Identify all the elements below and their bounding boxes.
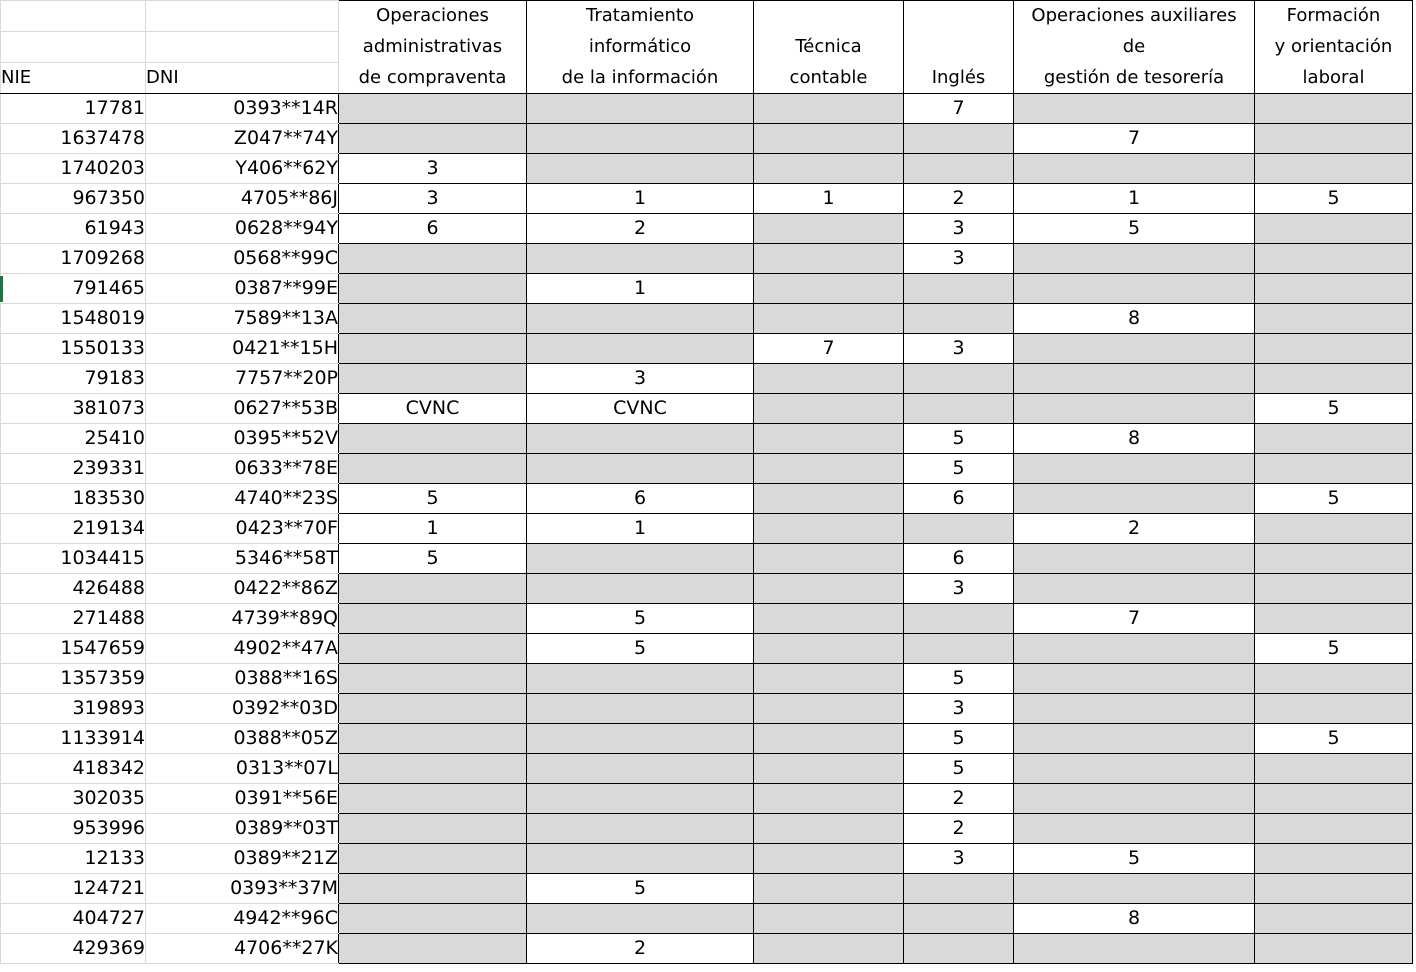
grade-cell-subject-5[interactable] <box>1014 364 1255 394</box>
grade-cell-subject-4[interactable] <box>904 274 1014 304</box>
grade-cell-subject-6[interactable] <box>1255 784 1413 814</box>
dni-cell[interactable]: 0388**16S <box>146 664 339 694</box>
grade-cell-subject-1[interactable] <box>339 694 527 724</box>
header-subject-5-line-1[interactable]: Operaciones auxiliares <box>1014 1 1255 32</box>
grade-cell-subject-6[interactable] <box>1255 304 1413 334</box>
grade-cell-subject-3[interactable] <box>754 634 904 664</box>
grade-cell-subject-4[interactable] <box>904 154 1014 184</box>
nie-cell[interactable]: 1034415 <box>1 544 146 574</box>
grade-cell-subject-2[interactable]: 2 <box>527 934 754 964</box>
grade-cell-subject-5[interactable]: 8 <box>1014 424 1255 454</box>
header-subject-6-line-2[interactable]: y orientación <box>1255 32 1413 63</box>
dni-cell[interactable]: 0422**86Z <box>146 574 339 604</box>
grade-cell-subject-5[interactable] <box>1014 664 1255 694</box>
nie-cell[interactable]: 302035 <box>1 784 146 814</box>
nie-cell[interactable]: 124721 <box>1 874 146 904</box>
grade-cell-subject-5[interactable] <box>1014 934 1255 964</box>
grade-cell-subject-6[interactable] <box>1255 424 1413 454</box>
grade-cell-subject-2[interactable] <box>527 904 754 934</box>
grade-cell-subject-3[interactable] <box>754 784 904 814</box>
header-subject-6-line-3[interactable]: laboral <box>1255 63 1413 94</box>
grade-cell-subject-3[interactable] <box>754 244 904 274</box>
grade-cell-subject-5[interactable]: 8 <box>1014 304 1255 334</box>
grade-cell-subject-5[interactable] <box>1014 574 1255 604</box>
table-row <box>1 454 1413 484</box>
grade-cell-subject-3[interactable] <box>754 604 904 634</box>
grade-cell-subject-6[interactable]: 5 <box>1255 484 1413 514</box>
nie-cell[interactable]: 418342 <box>1 754 146 784</box>
grade-cell-subject-4[interactable] <box>904 874 1014 904</box>
grade-cell-subject-2[interactable] <box>527 664 754 694</box>
dni-cell[interactable]: 0391**56E <box>146 784 339 814</box>
grade-cell-subject-5[interactable] <box>1014 94 1255 124</box>
grade-cell-subject-4[interactable] <box>904 514 1014 544</box>
grade-cell-subject-2[interactable]: 6 <box>527 484 754 514</box>
dni-cell[interactable]: 4740**23S <box>146 484 339 514</box>
header-nie[interactable]: NIE <box>1 63 146 94</box>
dni-cell[interactable]: 0389**21Z <box>146 844 339 874</box>
grade-cell-subject-4[interactable]: 6 <box>904 484 1014 514</box>
grade-cell-subject-3[interactable] <box>754 754 904 784</box>
dni-cell[interactable]: 4706**27K <box>146 934 339 964</box>
grade-cell-subject-6[interactable]: 5 <box>1255 394 1413 424</box>
grade-cell-subject-4[interactable] <box>904 934 1014 964</box>
grade-cell-subject-5[interactable]: 5 <box>1014 214 1255 244</box>
dni-cell[interactable]: 0387**99E <box>146 274 339 304</box>
grade-cell-subject-2[interactable] <box>527 454 754 484</box>
grade-cell-subject-3[interactable] <box>754 814 904 844</box>
grade-cell-subject-4[interactable]: 5 <box>904 424 1014 454</box>
grade-cell-subject-1[interactable]: 5 <box>339 484 527 514</box>
grade-cell-subject-2[interactable]: 3 <box>527 364 754 394</box>
table-row <box>1 394 1413 424</box>
nie-cell[interactable]: 79183 <box>1 364 146 394</box>
grade-cell-subject-6[interactable] <box>1255 694 1413 724</box>
header-row <box>1 63 1413 94</box>
nie-cell[interactable]: 25410 <box>1 424 146 454</box>
header-row <box>1 1 1413 32</box>
grade-cell-subject-3[interactable] <box>754 664 904 694</box>
grade-cell-subject-1[interactable]: 3 <box>339 154 527 184</box>
nie-cell[interactable]: 1637478 <box>1 124 146 154</box>
grade-cell-subject-6[interactable] <box>1255 94 1413 124</box>
grade-cell-subject-3[interactable] <box>754 724 904 754</box>
grade-cell-subject-2[interactable] <box>527 784 754 814</box>
grade-cell-subject-1[interactable] <box>339 274 527 304</box>
table-row <box>1 334 1413 364</box>
grade-cell-subject-6[interactable] <box>1255 274 1413 304</box>
nie-cell[interactable]: 1709268 <box>1 244 146 274</box>
grade-cell-subject-1[interactable] <box>339 94 527 124</box>
grade-cell-subject-5[interactable] <box>1014 814 1255 844</box>
table-row <box>1 724 1413 754</box>
grade-cell-subject-3[interactable] <box>754 454 904 484</box>
nie-cell[interactable]: 12133 <box>1 844 146 874</box>
grade-cell-subject-4[interactable]: 2 <box>904 184 1014 214</box>
grade-cell-subject-4[interactable]: 3 <box>904 244 1014 274</box>
grade-cell-subject-3[interactable]: 1 <box>754 184 904 214</box>
table-row <box>1 574 1413 604</box>
header-dni[interactable]: DNI <box>146 63 339 94</box>
grade-cell-subject-4[interactable]: 2 <box>904 784 1014 814</box>
grade-cell-subject-4[interactable]: 3 <box>904 844 1014 874</box>
nie-cell[interactable]: 61943 <box>1 214 146 244</box>
grade-cell-subject-4[interactable]: 3 <box>904 334 1014 364</box>
grade-cell-subject-4[interactable] <box>904 304 1014 334</box>
table-row <box>1 214 1413 244</box>
grade-cell-subject-1[interactable]: CVNC <box>339 394 527 424</box>
nie-cell[interactable]: 381073 <box>1 394 146 424</box>
grade-cell-subject-1[interactable] <box>339 904 527 934</box>
grade-cell-subject-1[interactable] <box>339 874 527 904</box>
nie-cell[interactable]: 1133914 <box>1 724 146 754</box>
grade-cell-subject-1[interactable] <box>339 664 527 694</box>
grade-cell-subject-6[interactable] <box>1255 604 1413 634</box>
grade-cell-subject-3[interactable] <box>754 364 904 394</box>
grade-cell-subject-3[interactable] <box>754 274 904 304</box>
header-cell-nie-blank[interactable] <box>1 1 146 32</box>
grade-cell-subject-4[interactable] <box>904 634 1014 664</box>
header-subject-1-line-2[interactable]: administrativas <box>339 32 527 63</box>
grade-cell-subject-5[interactable] <box>1014 394 1255 424</box>
grade-cell-subject-1[interactable]: 6 <box>339 214 527 244</box>
grade-cell-subject-6[interactable]: 5 <box>1255 184 1413 214</box>
grade-cell-subject-6[interactable] <box>1255 214 1413 244</box>
grade-cell-subject-2[interactable]: 1 <box>527 274 754 304</box>
grade-cell-subject-5[interactable] <box>1014 694 1255 724</box>
table-row <box>1 874 1413 904</box>
header-subject-4-line-3[interactable]: Inglés <box>904 63 1014 94</box>
grade-cell-subject-2[interactable] <box>527 124 754 154</box>
grade-cell-subject-3[interactable] <box>754 544 904 574</box>
grade-cell-subject-6[interactable]: 5 <box>1255 634 1413 664</box>
nie-cell[interactable]: 319893 <box>1 694 146 724</box>
grade-cell-subject-6[interactable] <box>1255 844 1413 874</box>
grade-cell-subject-1[interactable] <box>339 364 527 394</box>
grade-cell-subject-6[interactable] <box>1255 934 1413 964</box>
grade-cell-subject-5[interactable] <box>1014 484 1255 514</box>
dni-cell[interactable]: 7757**20P <box>146 364 339 394</box>
grade-cell-subject-2[interactable]: CVNC <box>527 394 754 424</box>
grade-cell-subject-4[interactable]: 5 <box>904 454 1014 484</box>
grade-cell-subject-1[interactable] <box>339 244 527 274</box>
nie-cell[interactable]: 271488 <box>1 604 146 634</box>
grade-cell-subject-2[interactable]: 5 <box>527 634 754 664</box>
table-row <box>1 904 1413 934</box>
table-row <box>1 844 1413 874</box>
header-cell-nie-blank[interactable] <box>1 32 146 63</box>
header-subject-2-line-2[interactable]: informático <box>527 32 754 63</box>
grade-cell-subject-3[interactable] <box>754 874 904 904</box>
header-subject-5-line-2[interactable]: de <box>1014 32 1255 63</box>
dni-cell[interactable]: 0393**37M <box>146 874 339 904</box>
grade-cell-subject-6[interactable] <box>1255 244 1413 274</box>
header-subject-4-line-1[interactable] <box>904 1 1014 32</box>
grade-cell-subject-5[interactable] <box>1014 724 1255 754</box>
grade-cell-subject-5[interactable] <box>1014 544 1255 574</box>
grade-cell-subject-3[interactable] <box>754 424 904 454</box>
grade-cell-subject-6[interactable] <box>1255 454 1413 484</box>
table-row <box>1 94 1413 124</box>
grade-cell-subject-4[interactable]: 2 <box>904 814 1014 844</box>
grade-cell-subject-6[interactable] <box>1255 874 1413 904</box>
header-subject-1-line-3[interactable]: de compraventa <box>339 63 527 94</box>
grade-cell-subject-3[interactable] <box>754 844 904 874</box>
grade-cell-subject-5[interactable]: 1 <box>1014 184 1255 214</box>
grade-cell-subject-6[interactable] <box>1255 514 1413 544</box>
grade-cell-subject-4[interactable]: 3 <box>904 694 1014 724</box>
grade-cell-subject-1[interactable] <box>339 754 527 784</box>
grade-cell-subject-5[interactable] <box>1014 244 1255 274</box>
grade-cell-subject-5[interactable] <box>1014 634 1255 664</box>
grade-cell-subject-3[interactable]: 7 <box>754 334 904 364</box>
dni-cell[interactable]: 0393**14R <box>146 94 339 124</box>
grade-cell-subject-3[interactable] <box>754 904 904 934</box>
grade-cell-subject-5[interactable]: 7 <box>1014 124 1255 154</box>
grade-cell-subject-4[interactable]: 3 <box>904 214 1014 244</box>
dni-cell[interactable]: 0395**52V <box>146 424 339 454</box>
header-subject-5-line-3[interactable]: gestión de tesorería <box>1014 63 1255 94</box>
grade-cell-subject-2[interactable] <box>527 304 754 334</box>
grade-cell-subject-1[interactable] <box>339 814 527 844</box>
table-row <box>1 634 1413 664</box>
grade-cell-subject-4[interactable]: 7 <box>904 94 1014 124</box>
grade-cell-subject-2[interactable] <box>527 424 754 454</box>
grade-cell-subject-4[interactable] <box>904 904 1014 934</box>
grade-cell-subject-3[interactable] <box>754 484 904 514</box>
grade-cell-subject-6[interactable] <box>1255 574 1413 604</box>
header-subject-2-line-3[interactable]: de la información <box>527 63 754 94</box>
dni-cell[interactable]: 0392**03D <box>146 694 339 724</box>
nie-cell[interactable]: 426488 <box>1 574 146 604</box>
nie-cell[interactable]: 219134 <box>1 514 146 544</box>
grade-cell-subject-1[interactable] <box>339 424 527 454</box>
header-subject-1-line-1[interactable]: Operaciones <box>339 1 527 32</box>
table-row <box>1 424 1413 454</box>
grade-cell-subject-5[interactable]: 5 <box>1014 844 1255 874</box>
grade-cell-subject-1[interactable] <box>339 634 527 664</box>
nie-cell[interactable]: 1550133 <box>1 334 146 364</box>
grade-cell-subject-2[interactable] <box>527 154 754 184</box>
grade-cell-subject-1[interactable]: 5 <box>339 544 527 574</box>
grade-cell-subject-2[interactable] <box>527 244 754 274</box>
table-row <box>1 754 1413 784</box>
grade-cell-subject-5[interactable] <box>1014 154 1255 184</box>
grade-cell-subject-1[interactable] <box>339 784 527 814</box>
grade-cell-subject-3[interactable] <box>754 394 904 424</box>
header-row <box>1 32 1413 63</box>
table-row <box>1 544 1413 574</box>
active-row-indicator <box>0 276 3 302</box>
grade-cell-subject-6[interactable] <box>1255 814 1413 844</box>
grade-cell-subject-5[interactable] <box>1014 754 1255 784</box>
grade-cell-subject-2[interactable]: 1 <box>527 184 754 214</box>
grade-cell-subject-3[interactable] <box>754 124 904 154</box>
header-subject-3-line-1[interactable] <box>754 1 904 32</box>
table-row <box>1 694 1413 724</box>
grade-cell-subject-1[interactable] <box>339 844 527 874</box>
grade-cell-subject-4[interactable] <box>904 364 1014 394</box>
grade-cell-subject-3[interactable] <box>754 514 904 544</box>
table-row <box>1 934 1413 964</box>
grade-cell-subject-4[interactable]: 5 <box>904 754 1014 784</box>
dni-cell[interactable]: 4902**47A <box>146 634 339 664</box>
table-row <box>1 124 1413 154</box>
grade-cell-subject-2[interactable] <box>527 724 754 754</box>
table-row <box>1 814 1413 844</box>
table-row <box>1 604 1413 634</box>
grade-cell-subject-6[interactable] <box>1255 154 1413 184</box>
grade-cell-subject-1[interactable] <box>339 604 527 634</box>
nie-cell[interactable]: 967350 <box>1 184 146 214</box>
table-row <box>1 784 1413 814</box>
grade-cell-subject-2[interactable] <box>527 544 754 574</box>
table-row <box>1 244 1413 274</box>
grade-cell-subject-1[interactable] <box>339 124 527 154</box>
grade-cell-subject-5[interactable]: 7 <box>1014 604 1255 634</box>
grade-cell-subject-1[interactable] <box>339 934 527 964</box>
nie-cell[interactable]: 953996 <box>1 814 146 844</box>
grade-cell-subject-4[interactable]: 5 <box>904 724 1014 754</box>
dni-cell[interactable]: 0568**99C <box>146 244 339 274</box>
grade-cell-subject-2[interactable] <box>527 694 754 724</box>
grade-cell-subject-2[interactable] <box>527 844 754 874</box>
nie-cell[interactable]: 1548019 <box>1 304 146 334</box>
dni-cell[interactable]: 0633**78E <box>146 454 339 484</box>
grade-cell-subject-2[interactable]: 5 <box>527 874 754 904</box>
header-subject-3-line-2[interactable]: Técnica <box>754 32 904 63</box>
grade-cell-subject-3[interactable] <box>754 694 904 724</box>
grade-cell-subject-3[interactable] <box>754 304 904 334</box>
grade-cell-subject-6[interactable] <box>1255 124 1413 154</box>
grade-cell-subject-4[interactable] <box>904 604 1014 634</box>
grade-cell-subject-1[interactable] <box>339 454 527 484</box>
table-row <box>1 304 1413 334</box>
nie-cell[interactable]: 183530 <box>1 484 146 514</box>
grade-cell-subject-3[interactable] <box>754 214 904 244</box>
table-row <box>1 664 1413 694</box>
dni-cell[interactable]: 0313**07L <box>146 754 339 784</box>
dni-cell[interactable]: 7589**13A <box>146 304 339 334</box>
grade-cell-subject-6[interactable] <box>1255 334 1413 364</box>
grade-cell-subject-1[interactable] <box>339 724 527 754</box>
grade-cell-subject-1[interactable]: 3 <box>339 184 527 214</box>
grade-cell-subject-1[interactable]: 1 <box>339 514 527 544</box>
dni-cell[interactable]: 4705**86J <box>146 184 339 214</box>
grade-cell-subject-5[interactable] <box>1014 784 1255 814</box>
grade-cell-subject-4[interactable]: 3 <box>904 574 1014 604</box>
grade-cell-subject-6[interactable] <box>1255 544 1413 574</box>
grade-cell-subject-3[interactable] <box>754 154 904 184</box>
grade-cell-subject-5[interactable]: 2 <box>1014 514 1255 544</box>
nie-cell[interactable]: 239331 <box>1 454 146 484</box>
grade-cell-subject-2[interactable]: 2 <box>527 214 754 244</box>
grade-cell-subject-5[interactable] <box>1014 454 1255 484</box>
nie-cell[interactable]: 429369 <box>1 934 146 964</box>
dni-cell[interactable]: Z047**74Y <box>146 124 339 154</box>
header-subject-6-line-1[interactable]: Formación <box>1255 1 1413 32</box>
dni-cell[interactable]: 4942**96C <box>146 904 339 934</box>
grade-cell-subject-6[interactable] <box>1255 664 1413 694</box>
nie-cell[interactable]: 1740203 <box>1 154 146 184</box>
dni-cell[interactable]: Y406**62Y <box>146 154 339 184</box>
grade-cell-subject-4[interactable]: 5 <box>904 664 1014 694</box>
grade-cell-subject-2[interactable]: 5 <box>527 604 754 634</box>
dni-cell[interactable]: 0627**53B <box>146 394 339 424</box>
grade-cell-subject-1[interactable] <box>339 334 527 364</box>
grade-cell-subject-4[interactable] <box>904 124 1014 154</box>
dni-cell[interactable]: 0423**70F <box>146 514 339 544</box>
grade-cell-subject-2[interactable] <box>527 334 754 364</box>
grade-cell-subject-6[interactable] <box>1255 364 1413 394</box>
dni-cell[interactable]: 0389**03T <box>146 814 339 844</box>
dni-cell[interactable]: 0628**94Y <box>146 214 339 244</box>
header-subject-2-line-1[interactable]: Tratamiento <box>527 1 754 32</box>
table-row <box>1 184 1413 214</box>
grade-cell-subject-6[interactable] <box>1255 754 1413 784</box>
header-subject-3-line-3[interactable]: contable <box>754 63 904 94</box>
grade-cell-subject-6[interactable] <box>1255 904 1413 934</box>
table-row <box>1 364 1413 394</box>
grade-cell-subject-1[interactable] <box>339 574 527 604</box>
header-cell-dni-blank[interactable] <box>146 1 339 32</box>
header-cell-dni-blank[interactable] <box>146 32 339 63</box>
table-row <box>1 514 1413 544</box>
nie-cell[interactable]: 1547659 <box>1 634 146 664</box>
nie-cell[interactable]: 791465 <box>1 274 146 304</box>
grade-cell-subject-3[interactable] <box>754 934 904 964</box>
table-row <box>1 154 1413 184</box>
grade-cell-subject-4[interactable]: 6 <box>904 544 1014 574</box>
nie-cell[interactable]: 1357359 <box>1 664 146 694</box>
grade-cell-subject-5[interactable] <box>1014 274 1255 304</box>
grade-cell-subject-3[interactable] <box>754 94 904 124</box>
dni-cell[interactable]: 4739**89Q <box>146 604 339 634</box>
grade-cell-subject-3[interactable] <box>754 574 904 604</box>
grade-cell-subject-2[interactable] <box>527 574 754 604</box>
nie-cell[interactable]: 17781 <box>1 94 146 124</box>
nie-cell[interactable]: 404727 <box>1 904 146 934</box>
dni-cell[interactable]: 0421**15H <box>146 334 339 364</box>
table-row <box>1 484 1413 514</box>
grade-cell-subject-6[interactable]: 5 <box>1255 724 1413 754</box>
grade-cell-subject-4[interactable] <box>904 394 1014 424</box>
grade-cell-subject-2[interactable] <box>527 814 754 844</box>
dni-cell[interactable]: 5346**58T <box>146 544 339 574</box>
grade-cell-subject-2[interactable]: 1 <box>527 514 754 544</box>
grade-cell-subject-2[interactable] <box>527 94 754 124</box>
header-subject-4-line-2[interactable] <box>904 32 1014 63</box>
grade-cell-subject-5[interactable]: 8 <box>1014 904 1255 934</box>
grade-cell-subject-5[interactable] <box>1014 334 1255 364</box>
dni-cell[interactable]: 0388**05Z <box>146 724 339 754</box>
grade-cell-subject-1[interactable] <box>339 304 527 334</box>
grade-cell-subject-2[interactable] <box>527 754 754 784</box>
table-row <box>1 274 1413 304</box>
grade-cell-subject-5[interactable] <box>1014 874 1255 904</box>
